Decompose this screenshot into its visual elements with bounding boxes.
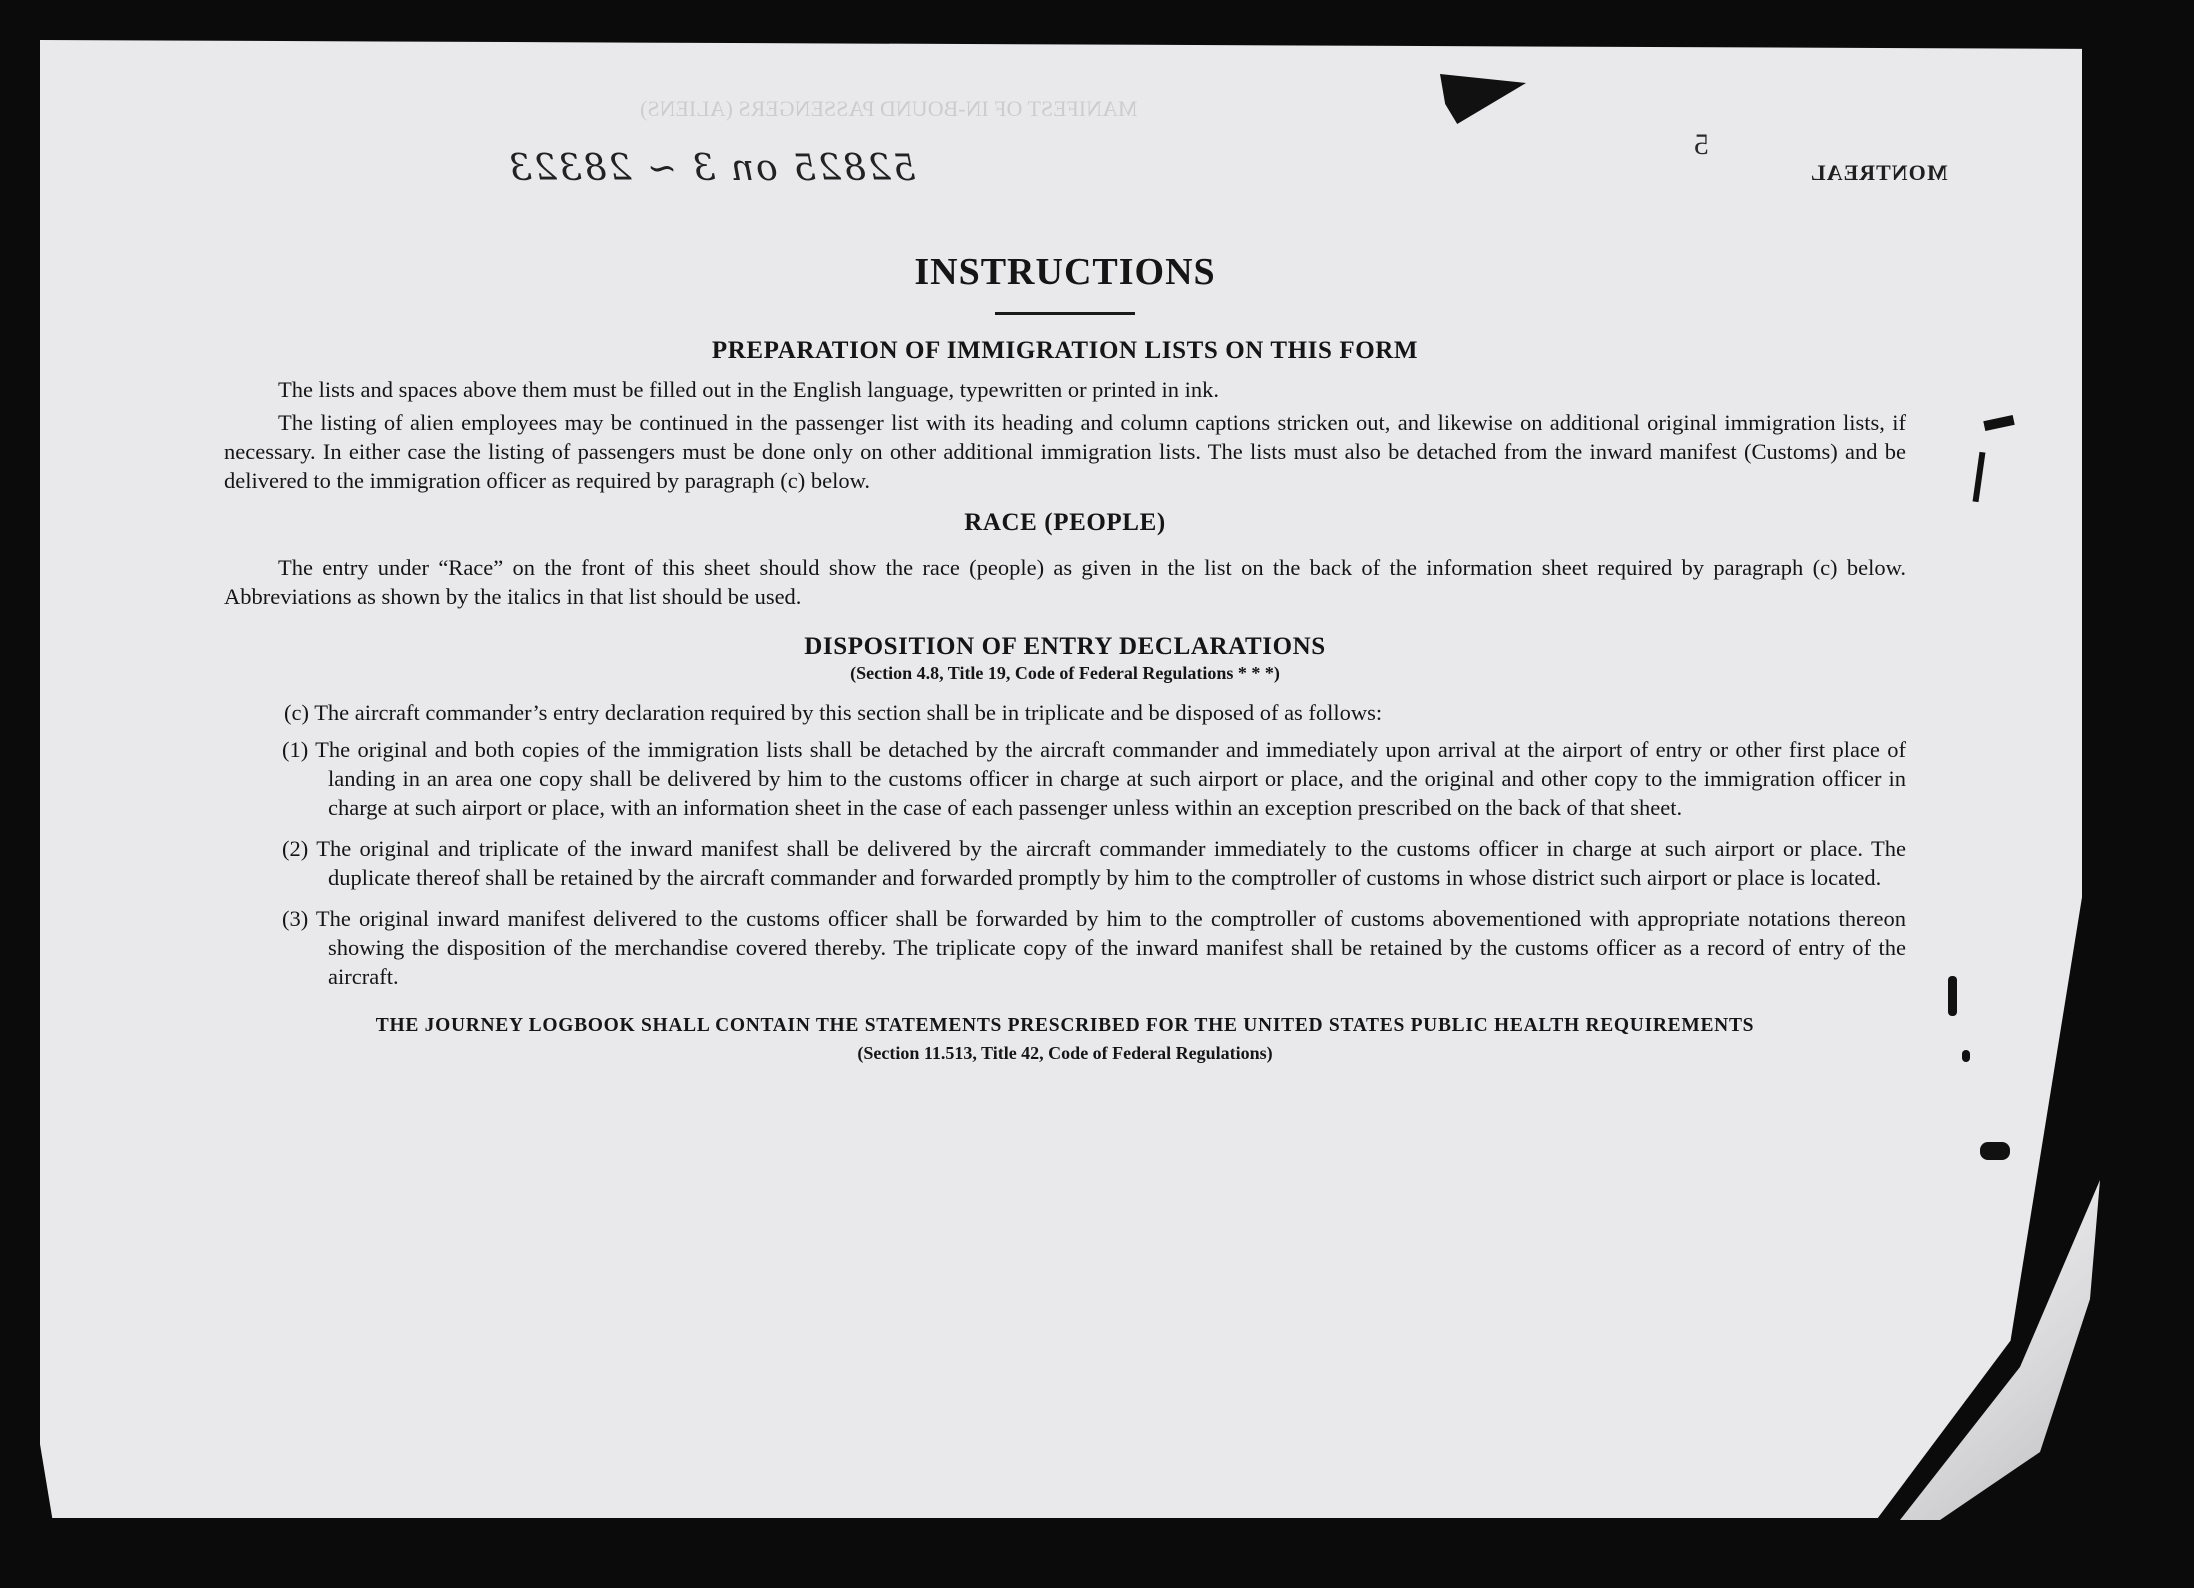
list-item-2: (2) The original and triplicate of the inward manifest shall be delivered by the aircraft commander immediately to the customs officer in charge at such airport or place. The duplicate thereof shall be retained by the aircraft commander and forwarded promptly by him to the comptroller of customs in whose district such airport or place is located. xyxy=(282,836,1906,890)
paragraph-race: The entry under “Race” on the front of this sheet should show the race (people) as given in the list on the back of the information sheet required by paragraph (c) below. Abbreviations as shown by the italics in that list should be used. xyxy=(224,555,1906,609)
paragraph-language: The lists and spaces above them must be filled out in the English language, typewritten or printed in ink. xyxy=(278,377,1220,402)
bleed-through-text: MANIFEST OF IN-BOUND PASSENGERS (ALIENS) xyxy=(640,96,1138,121)
section-heading-preparation: PREPARATION OF IMMIGRATION LISTS ON THIS FORM xyxy=(711,337,1419,364)
instructions-content xyxy=(224,250,1906,1064)
paragraph-alien-employees: The listing of alien employees may be continued in the passenger list with its heading and column captions stricken out, and likewise on additional original immigration lists, if necessary. In either case the listing of passengers must be done only on other additional immigration lists. The lists must also be detached from the inward manifest (Customs) and be delivered to the immigration officer as required by paragraph (c) below. xyxy=(224,410,1906,493)
section-heading-race: RACE (PEOPLE) xyxy=(964,509,1166,536)
logbook-requirement-heading: THE JOURNEY LOGBOOK SHALL CONTAIN THE STATEMENTS PRESCRIBED FOR THE UNITED STATES PUBLIC HEALTH REQUIREMENTS xyxy=(375,1015,1755,1036)
list-item-1: (1) The original and both copies of the immigration lists shall be detached by the aircraft commander and immediately upon arrival at the airport of entry or other first place of landing in an area one copy shall be delivered by him to the customs officer in charge at such airport or place, and the original and other copy to the immigration officer in charge at such airport or place, with an information sheet in the case of each passenger unless within an exception prescribed on the back of that sheet. xyxy=(282,737,1906,820)
page-number: 5 xyxy=(1694,128,1709,161)
list-item-3: (3) The original inward manifest delivered to the customs officer shall be forwarded by him to the comptroller of customs abovementioned with appropriate notations thereon showing the disposition of the merchandise covered thereby. The triplicate copy of the inward manifest shall be retained by the customs officer as a record of entry of the aircraft. xyxy=(282,906,1906,989)
ink-mark xyxy=(1980,1142,2010,1160)
mirrored-stamp-text: MONTREAL xyxy=(1810,160,1948,185)
ink-mark xyxy=(1962,1050,1970,1062)
ink-mark xyxy=(1948,976,1957,1016)
citation-section-11-513: (Section 11.513, Title 42, Code of Federal Regulations) xyxy=(857,1043,1273,1063)
title-rule xyxy=(995,312,1135,315)
citation-section-4-8: (Section 4.8, Title 19, Code of Federal Regulations * * *) xyxy=(850,663,1280,683)
handwritten-number: 52825 on 3 ~ 28323 xyxy=(507,148,916,189)
paragraph-c: (c) The aircraft commander’s entry declaration required by this section shall be in triplicate and be disposed of as follows: xyxy=(284,700,1383,725)
page-title: INSTRUCTIONS xyxy=(914,251,1216,293)
section-heading-disposition: DISPOSITION OF ENTRY DECLARATIONS xyxy=(804,633,1326,660)
